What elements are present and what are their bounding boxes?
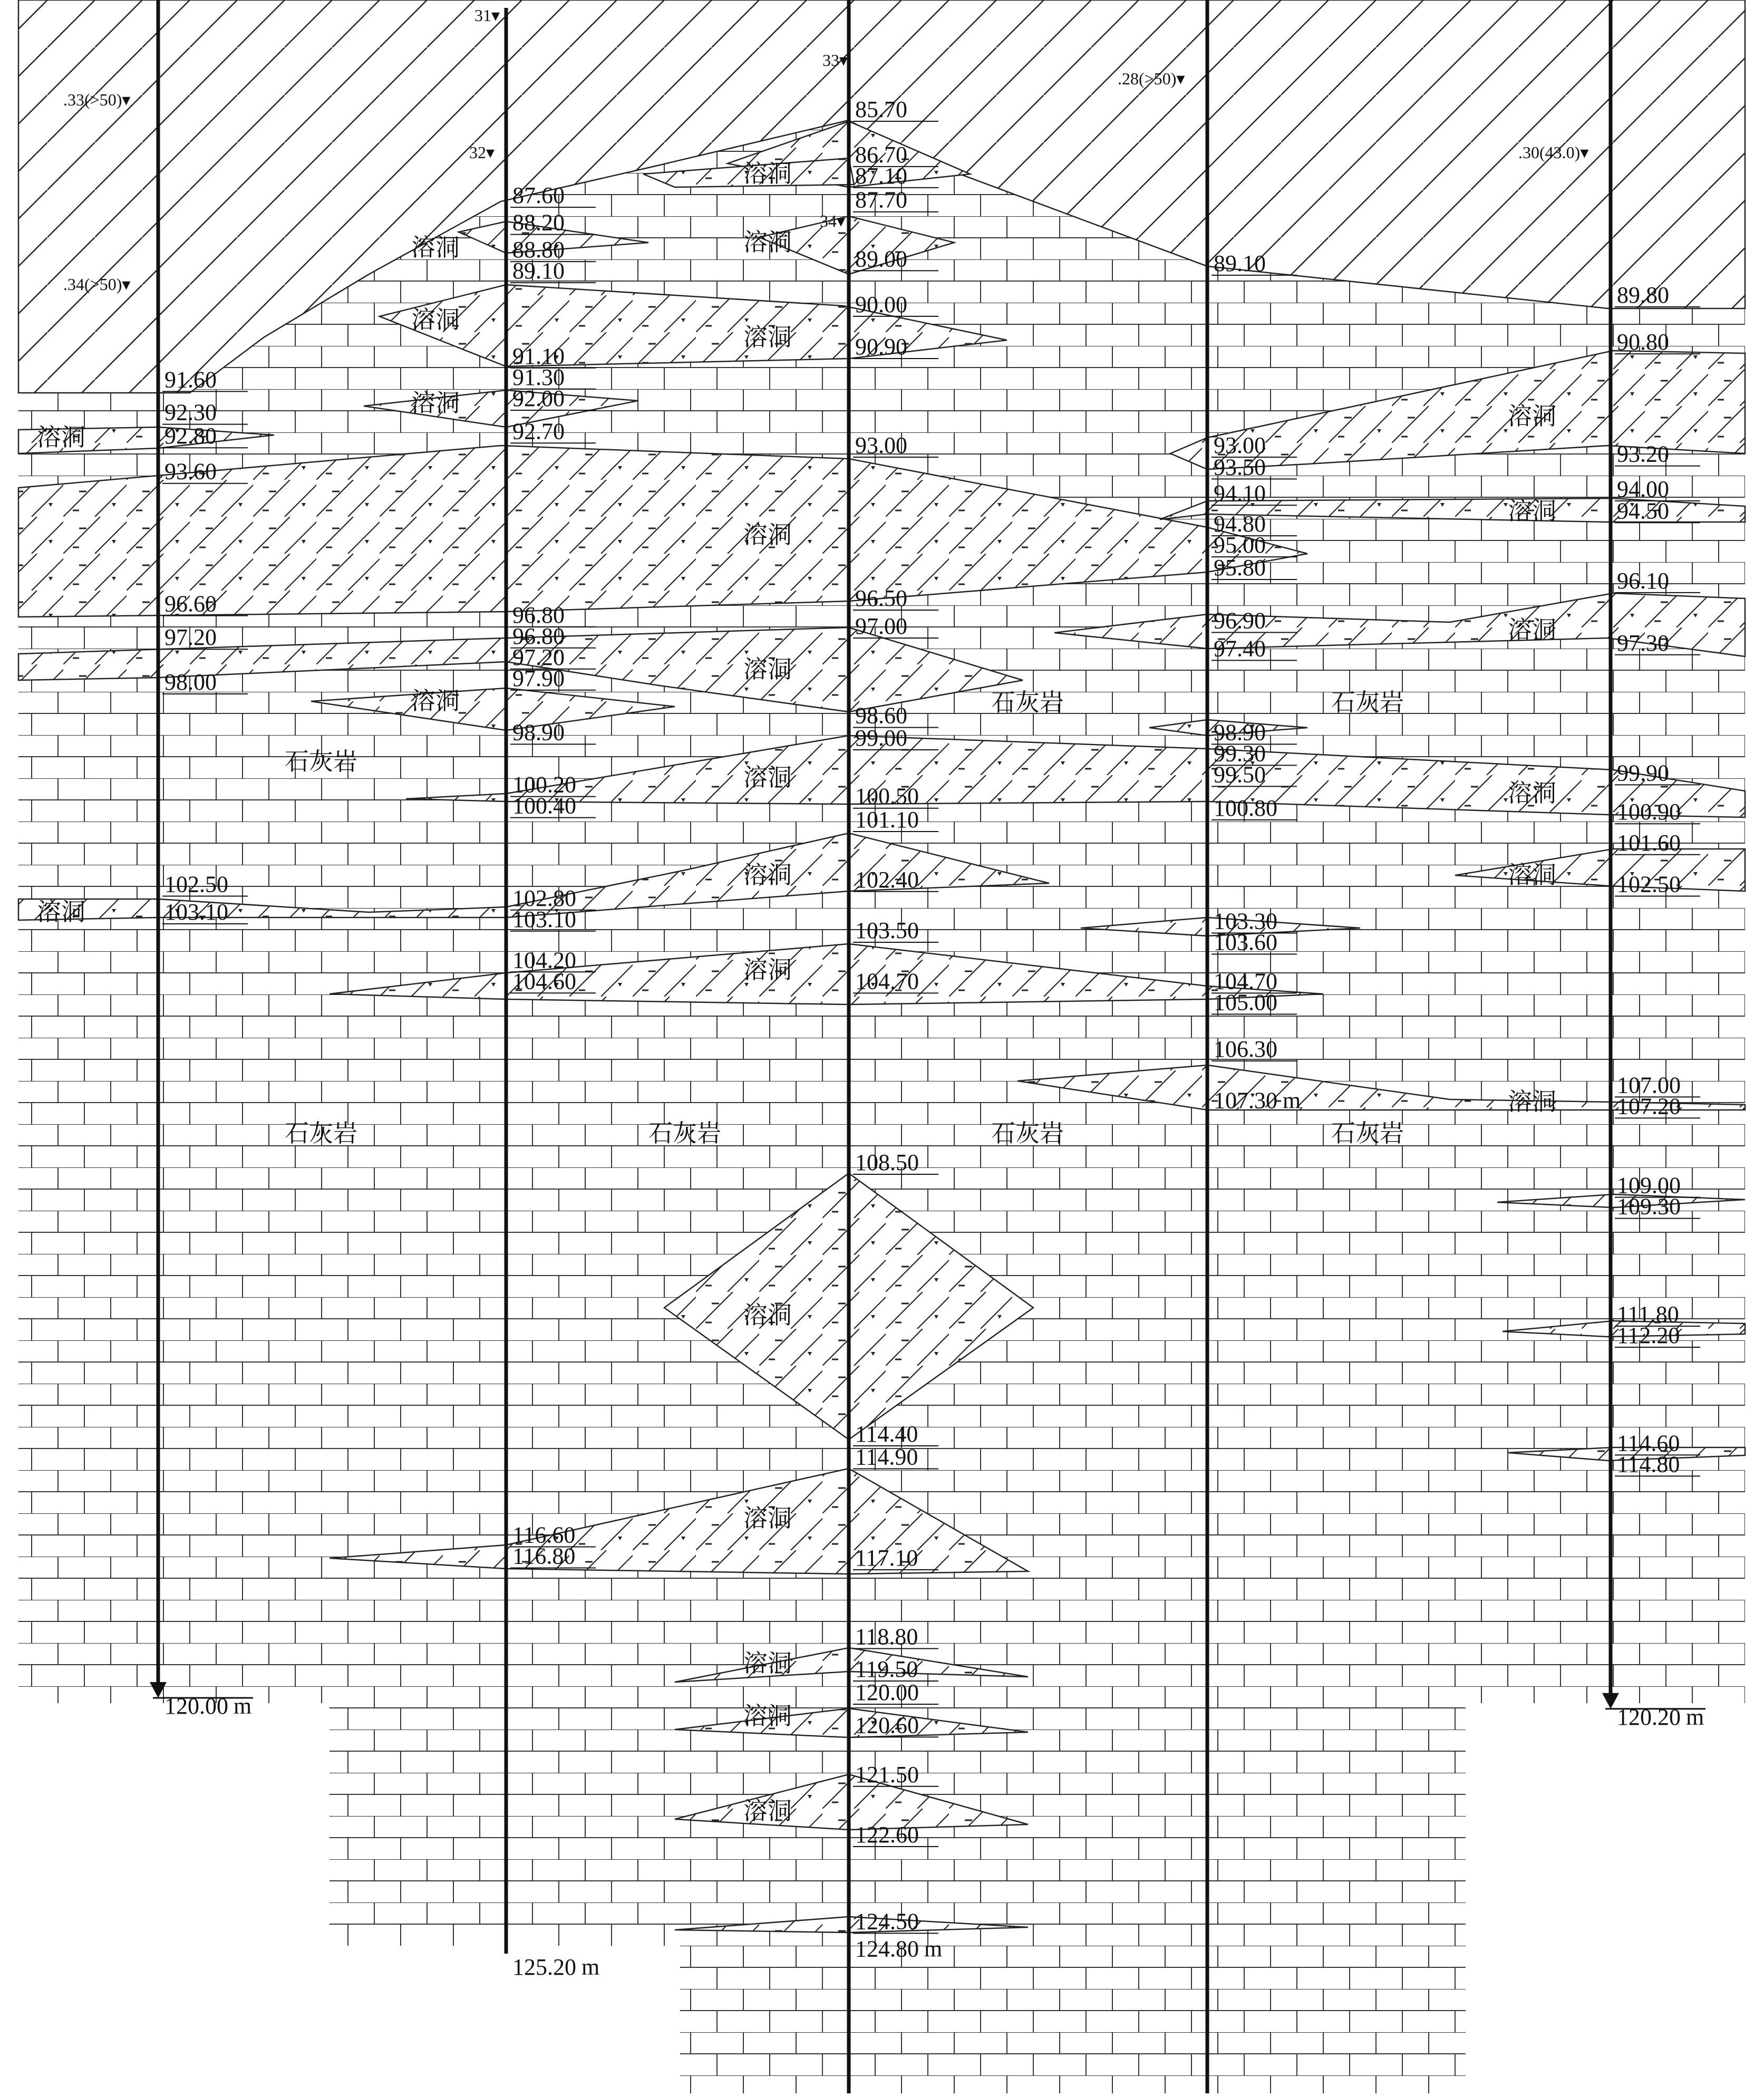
depth-label: 121.50 [855, 1761, 919, 1788]
cave-label: 溶洞 [743, 1302, 792, 1329]
cave-label: 溶洞 [743, 1505, 792, 1532]
depth-label: 100.80 [1214, 795, 1277, 821]
depth-label: 89.10 [1214, 250, 1266, 276]
water-level-label: .30(43.0)▾ [1518, 143, 1589, 162]
depth-label: 108.50 [855, 1150, 919, 1175]
depth-label: 90.80 [1617, 329, 1669, 355]
depth-label: 90.90 [855, 333, 907, 360]
depth-label: 101.10 [855, 807, 919, 833]
depth-label: 97.20 [164, 624, 217, 651]
depth-label: 104.70 [1214, 968, 1277, 994]
depth-label: 119.50 [855, 1656, 918, 1683]
bottom-depth-label [1214, 1088, 1301, 1114]
depth-label: 87.70 [855, 187, 907, 213]
cave-label: 溶洞 [1508, 1088, 1556, 1115]
bottom-depth-label [855, 1936, 942, 1962]
depth-label: 122.60 [855, 1822, 919, 1848]
rock-type-label: 石灰岩 [285, 748, 357, 775]
unit-label: m [1686, 1704, 1704, 1730]
cave-label: 溶洞 [1508, 862, 1556, 888]
cave-label: 溶洞 [743, 521, 792, 548]
depth-label: 94.00 [1617, 476, 1669, 502]
cave-label: 溶洞 [743, 160, 792, 187]
depth-label: 114.60 [1617, 1430, 1680, 1456]
depth-label: 89.80 [1617, 282, 1669, 308]
depth-label: 99.90 [1617, 760, 1669, 786]
depth-label: 96.60 [164, 591, 217, 617]
depth-label: 103.50 [855, 917, 919, 943]
depth-label: 100.20 [512, 771, 576, 798]
depth-label: 117.10 [855, 1545, 918, 1571]
depth-label: 103.30 [1214, 908, 1277, 934]
depth-label: 97.30 [1617, 630, 1669, 656]
depth-label: 104.20 [512, 947, 576, 973]
depth-label: 120.00 [855, 1679, 919, 1705]
depth-label: 98.00 [164, 669, 217, 695]
depth-label: 106.30 [1214, 1036, 1277, 1062]
depth-label: 103.10 [164, 899, 228, 925]
unit-label: m [924, 1936, 943, 1962]
depth-label: 93.20 [1617, 441, 1669, 467]
depth-label: 98.90 [512, 719, 565, 746]
depth-label: 101.60 [1617, 829, 1681, 856]
depth-label: 124.50 [855, 1908, 919, 1935]
cave-label: 溶洞 [743, 1703, 792, 1730]
water-level-label: .28(>50)▾ [1118, 69, 1185, 88]
depth-label: 96.90 [1214, 607, 1266, 634]
depth-label: 107.00 [1617, 1072, 1681, 1098]
depth-label: 112.20 [1617, 1322, 1680, 1349]
depth-label: 102.80 [512, 885, 576, 911]
cave-label: 溶洞 [1508, 403, 1556, 430]
depth-label: 88.20 [512, 209, 565, 236]
cave-label: 溶洞 [743, 656, 792, 683]
depth-label: 109.30 [1617, 1193, 1681, 1220]
depth-label: 100.40 [512, 793, 576, 819]
depth-label: 91.60 [164, 366, 217, 393]
cave-label: 溶洞 [411, 688, 460, 714]
depth-label: 111.80 [1617, 1301, 1679, 1328]
unit-label: m [234, 1693, 252, 1719]
depth-label: 93.50 [1214, 454, 1266, 480]
cave-label: 溶洞 [743, 862, 792, 888]
bottom-depth-value: 125.20 [512, 1954, 576, 1980]
depth-label: 99.50 [1214, 761, 1266, 788]
depth-label: 103.60 [1214, 929, 1277, 955]
depth-label: 102.40 [855, 866, 919, 893]
depth-label: 99.30 [1214, 740, 1266, 767]
depth-label: 97.20 [512, 644, 565, 670]
depth-label: 102.50 [164, 871, 228, 897]
water-level-label: .33(>50)▾ [63, 90, 131, 109]
depth-label: 114.40 [855, 1421, 918, 1447]
rock-type-label: 石灰岩 [991, 689, 1064, 716]
depth-label: 98.60 [855, 702, 907, 729]
depth-label: 95.00 [1214, 532, 1266, 558]
unit-label: m [1283, 1087, 1301, 1114]
depth-label: 90.00 [855, 291, 907, 317]
depth-label: 104.70 [855, 968, 919, 994]
depth-label: 97.90 [512, 665, 565, 691]
bottom-depth-label [512, 1954, 599, 1980]
depth-label: 100.90 [1617, 799, 1681, 825]
cave-label: 溶洞 [1508, 616, 1556, 643]
depth-label: 99.00 [855, 725, 907, 751]
cave-label: 溶洞 [743, 1650, 792, 1677]
depth-label: 92.70 [512, 418, 565, 445]
depth-label: 116.80 [512, 1543, 576, 1569]
depth-label: 91.30 [512, 364, 565, 390]
depth-label: 85.70 [855, 96, 907, 122]
depth-label: 96.10 [1617, 567, 1669, 594]
depth-label: 105.00 [1214, 989, 1277, 1016]
depth-label: 97.40 [1214, 635, 1266, 662]
bottom-depth-value: 120.20 [1617, 1704, 1681, 1730]
bottom-depth-value: 107.30 [1214, 1087, 1277, 1114]
depth-label: 98.90 [1214, 719, 1266, 746]
depth-label: 102.50 [1617, 871, 1681, 897]
cave-label: 溶洞 [1508, 780, 1556, 807]
depth-label: 109.00 [1617, 1172, 1681, 1199]
bottom-depth-value: 124.80 [855, 1936, 919, 1962]
depth-label: 94.50 [1617, 498, 1669, 524]
water-level-label: 34▾ [820, 211, 846, 230]
rock-type-label: 石灰岩 [1331, 1120, 1404, 1147]
depth-label: 93.00 [855, 432, 907, 458]
depth-label: 92.30 [164, 399, 217, 426]
cave-label: 溶洞 [411, 306, 460, 333]
depth-label: 94.80 [1214, 511, 1266, 537]
cave-label: 溶洞 [1508, 498, 1556, 525]
depth-label: 104.60 [512, 968, 576, 994]
depth-label: 95.80 [1214, 555, 1266, 581]
depth-label: 116.60 [512, 1522, 576, 1548]
depth-label: 96.80 [512, 602, 565, 628]
bottom-depth-label [164, 1693, 251, 1719]
cave-label: 溶洞 [411, 234, 460, 261]
bottom-depth-label [1617, 1704, 1704, 1730]
cave-label: 溶洞 [743, 1798, 792, 1824]
cave-label: 溶洞 [411, 390, 460, 417]
cave-label: 溶洞 [743, 229, 792, 256]
water-level-label: .34(>50)▾ [63, 275, 131, 294]
depth-label: 89.10 [512, 258, 565, 284]
depth-label: 96.50 [855, 585, 907, 611]
depth-label: 120.60 [855, 1712, 919, 1738]
depth-label: 91.10 [512, 343, 565, 369]
depth-label: 87.60 [512, 182, 565, 209]
depth-label: 89.00 [855, 246, 907, 272]
depth-label: 88.80 [512, 237, 565, 263]
depth-label: 107.20 [1617, 1093, 1681, 1119]
depth-label: 93.00 [1214, 432, 1266, 458]
depth-label: 93.60 [164, 458, 217, 485]
cave-label: 溶洞 [743, 764, 792, 791]
depth-label: 92.80 [164, 423, 217, 449]
depth-label: 86.70 [855, 141, 907, 168]
depth-label: 114.90 [855, 1444, 918, 1470]
rock-type-label: 石灰岩 [285, 1120, 357, 1147]
water-level-label: 31▾ [474, 6, 500, 25]
depth-label: 103.10 [512, 906, 576, 932]
rock-type-label: 石灰岩 [648, 1120, 721, 1147]
cave-label: 溶洞 [37, 424, 85, 451]
cave-label: 溶洞 [743, 324, 792, 351]
depth-label: 118.80 [855, 1624, 918, 1650]
depth-label: 94.10 [1214, 480, 1266, 507]
rock-type-label: 石灰岩 [991, 1120, 1064, 1147]
cave-label: 溶洞 [743, 957, 792, 983]
depth-label: 96.80 [512, 623, 565, 649]
water-level-label: 33▾ [822, 51, 848, 70]
bottom-depth-value: 120.00 [164, 1693, 228, 1719]
depth-label: 92.00 [512, 385, 565, 411]
unit-label: m [581, 1954, 600, 1980]
water-level-label: 32▾ [469, 143, 495, 162]
depth-label: 87.10 [855, 162, 907, 189]
depth-label: 97.00 [855, 613, 907, 639]
depth-label: 114.80 [1617, 1451, 1680, 1477]
rock-type-label: 石灰岩 [1331, 689, 1404, 716]
depth-label: 100.50 [855, 783, 919, 809]
cave-label: 溶洞 [37, 899, 85, 925]
